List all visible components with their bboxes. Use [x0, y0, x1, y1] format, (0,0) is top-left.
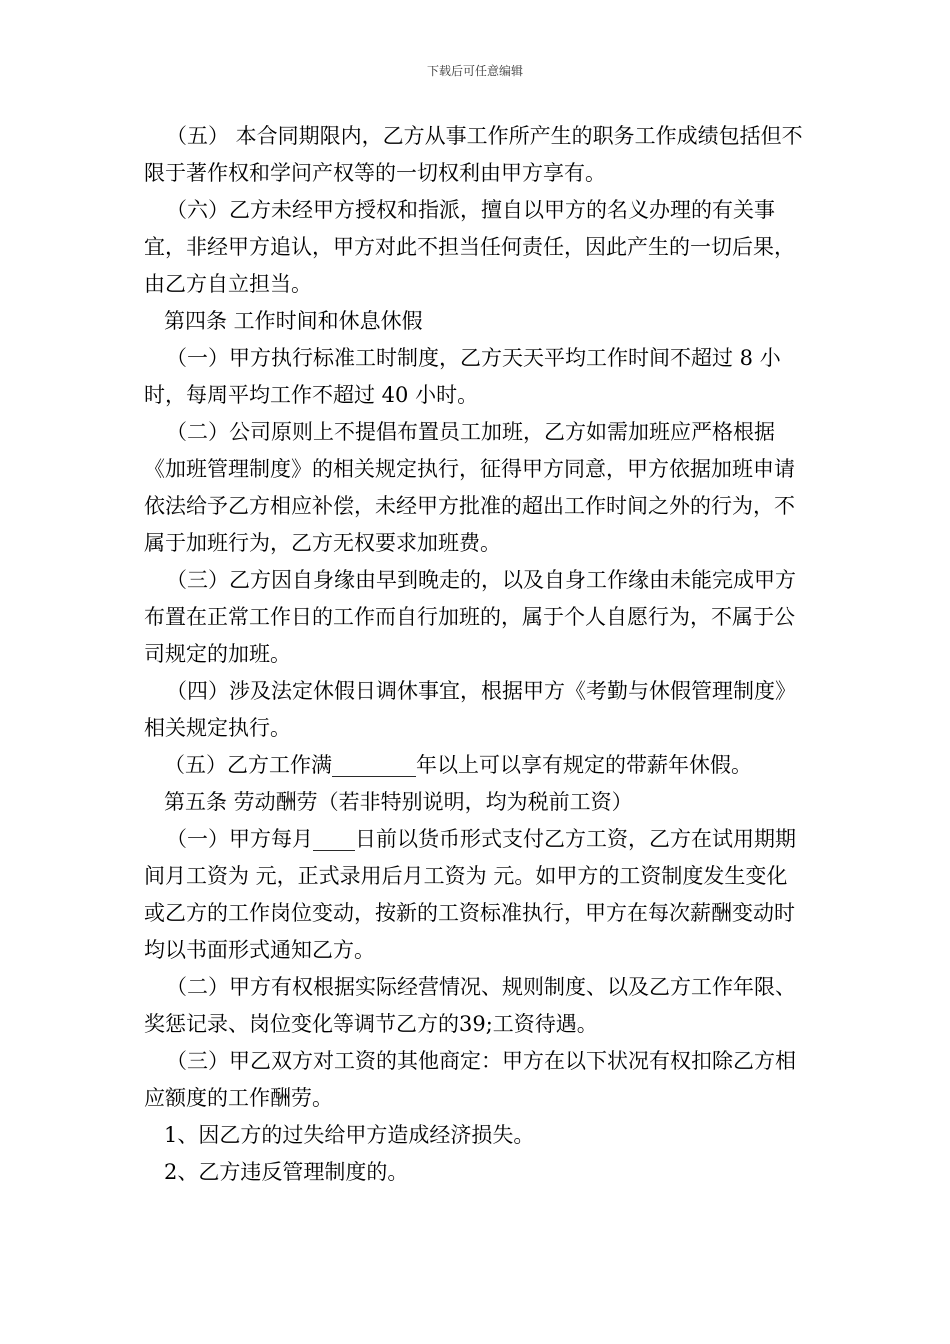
- article-4-heading: 第四条 工作时间和休息休假: [164, 309, 423, 333]
- page-header: 下载后可任意编辑: [426, 64, 523, 78]
- paragraph-clause-5-1: （一）甲方每月____日前以货币形式支付乙方工资，乙方在试用期期间月工资为 元，正式录用后月工资为 元。如甲方的工资制度发生变化或乙方的工作岗位变动，按新的工资标准执行，甲方在每次薪酬变动时均以书面形式通知乙方。: [144, 827, 796, 962]
- paragraph-clause-4-1: （一）甲方执行标准工时制度，乙方天天平均工作时间不超过 8 小时，每周平均工作不超过 40 小时。: [144, 346, 781, 407]
- paragraph-clause-4-3: （三）乙方因自身缘由早到晚走的，以及自身工作缘由未能完成甲方布置在正常工作日的工作而自行加班的，属于个人自愿行为，不属于公司规定的加班。: [144, 568, 796, 666]
- paragraph-clause-4-4: （四）涉及法定休假日调休事宜，根据甲方《考勤与休假管理制度》相关规定执行。: [144, 679, 796, 740]
- paragraph-clause-5-3: （三）甲乙双方对工资的其他商定：甲方在以下状况有权扣除乙方相应额度的工作酬劳。: [144, 1049, 796, 1110]
- list-item-1: 1、因乙方的过失给甲方造成经济损失。: [164, 1123, 535, 1147]
- paragraph-clause-4-5: （五）乙方工作满________年以上可以享有规定的带薪年休假。: [164, 753, 752, 777]
- article-5-heading: 第五条 劳动酬劳（若非特别说明，均为税前工资）: [164, 790, 633, 814]
- document-body: [144, 118, 808, 1191]
- list-item-2: 2、乙方违反管理制度的。: [164, 1160, 409, 1184]
- paragraph-clause-4-2: （二）公司原则上不提倡布置员工加班，乙方如需加班应严格根据《加班管理制度》的相关规定执行，征得甲方同意，甲方依据加班申请依法给予乙方相应补偿，未经甲方批准的超出工作时间之外的行为，不属于加班行为，乙方无权要求加班费。: [144, 420, 795, 555]
- paragraph-clause-5-2: （二）甲方有权根据实际经营情况、规则制度、以及乙方工作年限、奖惩记录、岗位变化等调节乙方的39;工资待遇。: [144, 975, 796, 1036]
- paragraph-clause-3-5: （五） 本合同期限内，乙方从事工作所产生的职务工作成绩包括但不限于著作权和学问产权等的一切权利由甲方享有。: [144, 124, 803, 185]
- paragraph-clause-3-6: （六）乙方未经甲方授权和指派，擅自以甲方的名义办理的有关事宜，非经甲方追认，甲方对此不担当任何责任，因此产生的一切后果，由乙方自立担当。: [144, 198, 795, 296]
